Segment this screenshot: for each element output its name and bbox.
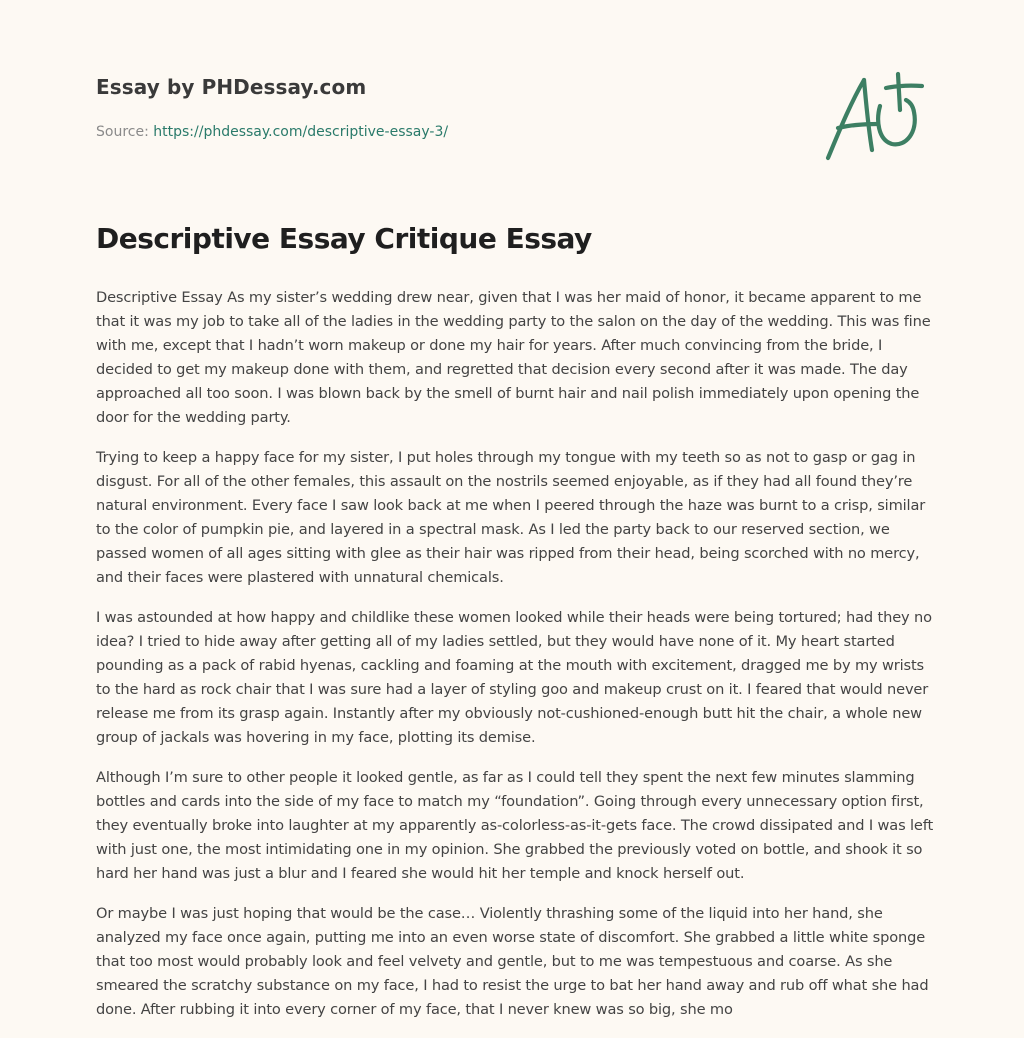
essay-title: Descriptive Essay Critique Essay xyxy=(96,222,592,255)
essay-paragraph: Descriptive Essay As my sister’s wedding drew near, given that I was her maid of honor, it became apparent to me that it was my job to take all of the ladies in the wedding party to the salon on the day of the wedding. This was fine with me, except that I hadn’t worn makeup or done my hair for years. After much convincing from the bride, I decided to get my makeup done with them, and regretted that decision every second after it was made. The day approached all too soon. I was blown back by the smell of burnt hair and nail polish immediately upon opening the door for the wedding party. xyxy=(96,289,931,426)
source-line xyxy=(96,124,448,140)
essay-paragraph: I was astounded at how happy and childlike these women looked while their heads were being tortured; had they no idea? I tried to hide away after getting all of my ladies settled, but they would have none of it. My heart started pounding as a pack of rabid hyenas, cackling and foaming at the mouth with excitement, dragged me by my wrists to the hard as rock chair that I was sure had a layer of styling goo and makeup crust on it. I feared that would never release me from its grasp again. Instantly after my obviously not-cushioned-enough butt hit the chair, a whole new group of jackals was hovering in my face, plotting its demise. xyxy=(96,609,932,746)
essay-page xyxy=(96,0,934,1036)
source-link[interactable]: https://phdessay.com/descriptive-essay-3/ xyxy=(153,124,449,140)
essay-paragraph: Trying to keep a happy face for my sister, I put holes through my tongue with my teeth so as not to gasp or gag in disgust. For all of the other females, this assault on the nostrils seemed enjoyable, as if they had all found they’re natural environment. Every face I saw look back at me when I peered through the haze was burnt to a crisp, similar to the color of pumpkin pie, and layered in a spectral mask. As I led the party back to our reserved section, we passed women of all ages sitting with glee as their hair was ripped from their head, being scorched with no mercy, and their faces were plastered with unnatural chemicals. xyxy=(96,449,926,586)
essay-body xyxy=(96,286,936,1038)
essay-paragraph: Or maybe I was just hoping that would be the case… Violently thrashing some of the liquid into her hand, she analyzed my face once again, putting me into an even worse state of discomfort. She grabbed a little white sponge that too most would probably look and feel velvety and gentle, but to me was tempestuous and coarse. As she smeared the scratchy substance on my face, I had to resist the urge to bat her hand away and rub off what she had done. After rubbing it into every corner of my face, that I never knew was so big, she mo xyxy=(96,905,929,1018)
source-label: Source: xyxy=(96,124,154,140)
site-brand: Essay by PHDessay.com xyxy=(96,75,367,99)
a-plus-logo-icon xyxy=(824,68,924,164)
essay-paragraph: Although I’m sure to other people it looked gentle, as far as I could tell they spent the next few minutes slamming bottles and cards into the side of my face to match my “foundation”. Going through every unnecessary option first, they eventually broke into laughter at my apparently as-colorless-as-it-gets face. The crowd dissipated and I was left with just one, the most intimidating one in my opinion. She grabbed the previously voted on bottle, and shook it so hard her hand was just a blur and I feared she would hit her temple and knock herself out. xyxy=(96,769,934,882)
